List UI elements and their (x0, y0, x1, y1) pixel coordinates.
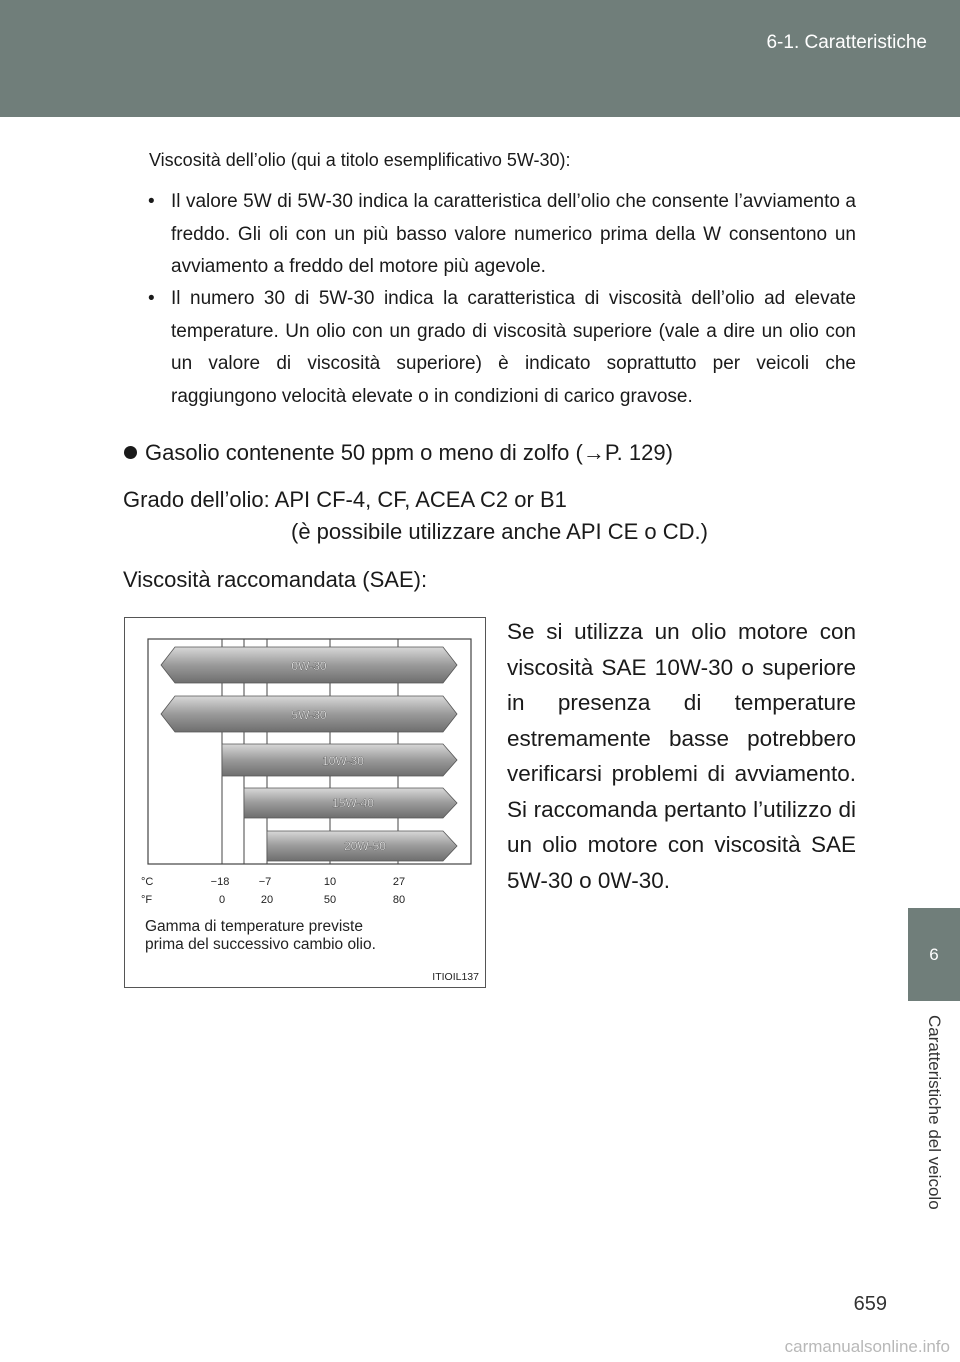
bar-label-0w30: 0W-30 (291, 659, 327, 673)
fuel-requirement (124, 440, 673, 466)
watermark: carmanualsonline.info (784, 1337, 950, 1356)
fahrenheit-tick: 80 (392, 894, 406, 906)
bullet-item (148, 283, 856, 413)
fahrenheit-tick: 0 (218, 894, 226, 906)
fahrenheit-tick: 20 (260, 894, 274, 906)
viscosity-heading: Viscosità raccomandata (SAE): (123, 567, 428, 592)
chapter-tab-number: 6 (908, 908, 960, 1001)
bullet-item (148, 186, 856, 284)
circle-bullet-icon (124, 446, 137, 459)
oil-grade-line1: Grado dell’olio: API CF-4, CF, ACEA C2 or B1 (123, 487, 567, 512)
bar-label-20w50: 20W-50 (344, 839, 386, 853)
celsius-tick: 27 (392, 876, 406, 888)
fahrenheit-unit: °F (141, 894, 153, 906)
fuel-requirement-text: Gasolio contenente 50 ppm o meno di zolfo (→P. 129) (145, 440, 673, 465)
bullet-marker: • (148, 191, 155, 212)
page-header (0, 0, 960, 117)
bullet-text: Il numero 30 di 5W-30 indica la caratteristica di viscosità dell’olio ad elevate temperature. Un olio con un grado di viscosità superiore (vale a dire un olio con un valore di viscosità superiore) è indicato soprattutto per veicoli che raggiungono velocità elevate o in condizioni di carico gravose. (171, 288, 856, 407)
page-number: 659 (853, 1293, 887, 1315)
celsius-tick: −18 (210, 876, 230, 888)
viscosity-intro: Viscosità dell’olio (qui a titolo esemplificativo 5W-30): (149, 150, 571, 170)
figure-code: ITIOIL137 (432, 971, 479, 983)
fahrenheit-tick: 50 (323, 894, 337, 906)
chapter-tab-label (908, 1001, 960, 1266)
chapter-tab-label-text: Caratteristiche del veicolo (925, 1015, 944, 1210)
section-title: 6-1. Caratteristiche (766, 32, 927, 53)
oil-grade-line2: (è possibile utilizzare anche API CE o CD.) (291, 519, 708, 544)
bar-label-10w30: 10W-30 (322, 754, 364, 768)
bullet-marker: • (148, 288, 155, 309)
bullet-text: Il valore 5W di 5W-30 indica la caratteristica dell’olio che consente l’avviamento a freddo. Gli oli con un più basso valore numerico prima della W consentono un avviamento a freddo del motore più agevole. (171, 191, 856, 278)
celsius-unit: °C (141, 876, 154, 888)
bar-label-5w30: 5W-30 (291, 708, 327, 722)
viscosity-chart-svg (125, 618, 485, 987)
viscosity-note (507, 614, 856, 898)
viscosity-figure (124, 617, 486, 988)
bar-label-15w40: 15W-40 (332, 796, 374, 810)
celsius-tick: 10 (323, 876, 337, 888)
figure-caption-line1: Gamma di temperature previste (145, 918, 363, 935)
celsius-tick: −7 (258, 876, 272, 888)
viscosity-note-text: Se si utilizza un olio motore con viscosità SAE 10W-30 o superiore in presenza di temperature estremamente basse potrebbero verificarsi problemi di avviamento. Si raccomanda pertanto l’utilizzo di un olio motore con viscosità SAE 5W-30 o 0W-30. (507, 619, 856, 893)
figure-caption-line2: prima del successivo cambio olio. (145, 936, 376, 953)
